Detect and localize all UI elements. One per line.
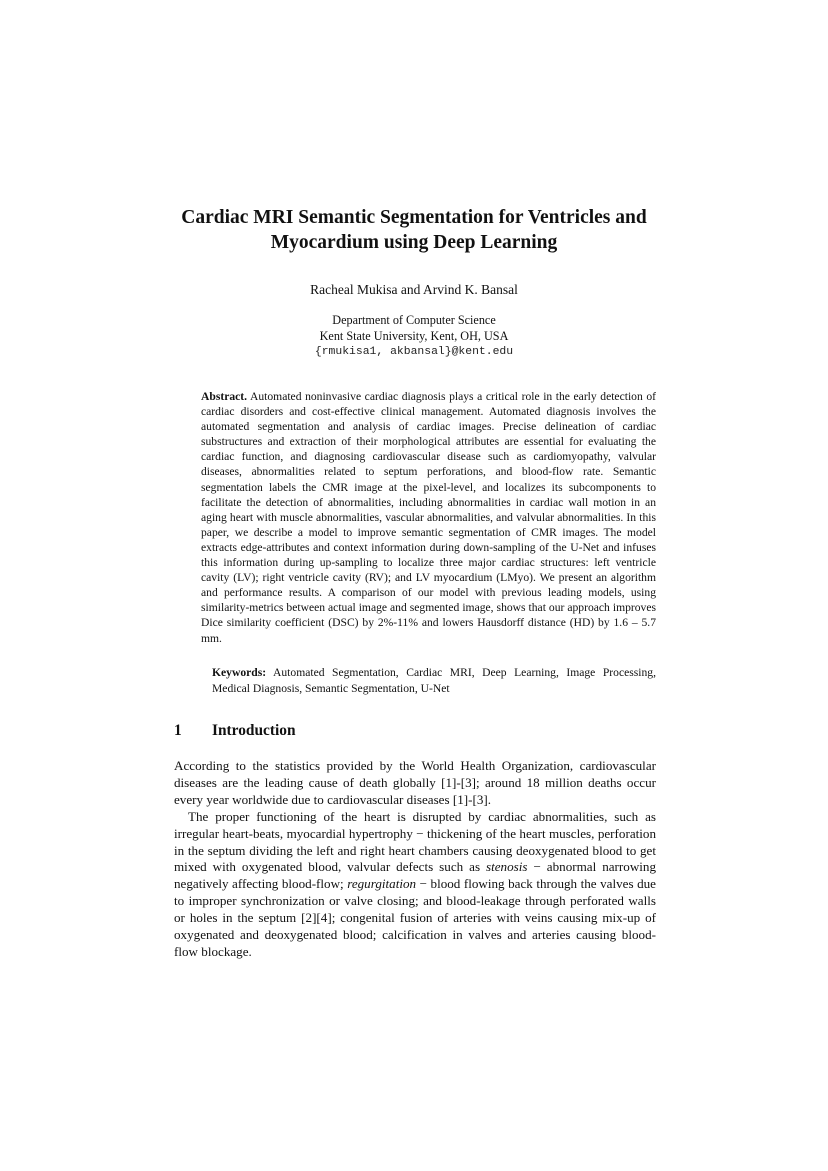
term-stenosis: stenosis — [486, 859, 528, 875]
section-title: Introduction — [212, 722, 296, 739]
keywords — [212, 665, 656, 696]
introduction-body — [174, 758, 656, 961]
introduction-paragraph-2 — [174, 809, 656, 961]
paper-title-line-2: Myocardium using Deep Learning — [270, 232, 558, 253]
paragraph-2-text-part-3: − blood flowing back through the valves due to improper synchronization or valve closing; and blood-leakage through perforated walls or holes in the septum [2][4]; congenital fusion of arteries with veins causing mix-up of oxygenated and deoxygenated blood; calcification in valves and arteries causing blood-flow blockage. — [174, 876, 656, 959]
abstract — [201, 389, 656, 646]
introduction-paragraph-1: According to the statistics provided by the World Health Organization, cardiovascular diseases are the leading cause of death globally [1]-[3]; around 18 million deaths occur every year worldwide due to cardiovascular diseases [1]-[3]. — [174, 758, 656, 807]
author-email: {rmukisa1, akbansal}@kent.edu — [314, 346, 514, 358]
author-list: Racheal Mukisa and Arvind K. Bansal — [310, 282, 518, 297]
keywords-text: Automated Segmentation, Cardiac MRI, Deep Learning, Image Processing, Medical Diagnosis, Semantic Segmentation, U-Net — [212, 666, 656, 695]
paragraph-2-text-part-2: − abnormal narrowing negatively affecting blood-flow; — [174, 859, 657, 892]
affiliation-department: Department of Computer Science — [332, 313, 496, 327]
keywords-label: Keywords: — [212, 666, 267, 679]
term-regurgitation: regurgitation — [347, 876, 417, 892]
paper-title-line-1: Cardiac MRI Semantic Segmentation for Ventricles and — [181, 207, 647, 228]
paragraph-2-text-part-1: The proper functioning of the heart is disrupted by cardiac abnormalities, such as irregular heart-beats, myocardial hypertrophy − thickening of the heart muscles, perforation in the septum dividing the left and right heart chambers causing deoxygenated blood to get mixed with oxygenated blood, valvular defects such as — [174, 808, 656, 875]
affiliation-university: Kent State University, Kent, OH, USA — [319, 329, 509, 343]
abstract-text: Automated noninvasive cardiac diagnosis plays a critical role in the early detection of cardiac disorders and cost-effective clinical management. Automated diagnosis involves the automated segmentation and analysis of cardiac images. Precise delineation of cardiac substructures and extraction of their morphological attributes are essential for evaluating the cardiac function, and diagnosing cardiovascular disease such as cardiomyopathy, valvular diseases, abnormalities related to septum perforations, and blood-flow rate. Semantic segmentation labels the CMR image at the pixel-level, and localizes its subcomponents to facilitate the detection of abnormalities, including abnormalities in cardiac wall motion in an aging heart with muscle abnormalities, vascular abnormalities, and valvular abnormalities. In this paper, we describe a model to improve semantic segmentation of CMR images. The model extracts edge-attributes and context information during down-sampling of the U-Net and infuses this information during up-sampling to localize three major cardiac structures: left ventricle cavity (LV); right ventricle cavity (RV); and LV myocardium (LMyo). We present an algorithm and performance results. A comparison of our model with previous leading models, using similarity-metrics between actual image and segmented image, shows that our approach improves Dice similarity coefficient (DSC) by 2%-11% and lowers Hausdorff distance (HD) by 1.6 – 5.7 mm. — [201, 390, 656, 645]
affiliation-block — [150, 312, 678, 360]
abstract-label: Abstract. — [201, 390, 248, 403]
paper-title — [150, 205, 678, 255]
section-heading-introduction — [174, 721, 654, 741]
section-number: 1 — [174, 722, 182, 739]
